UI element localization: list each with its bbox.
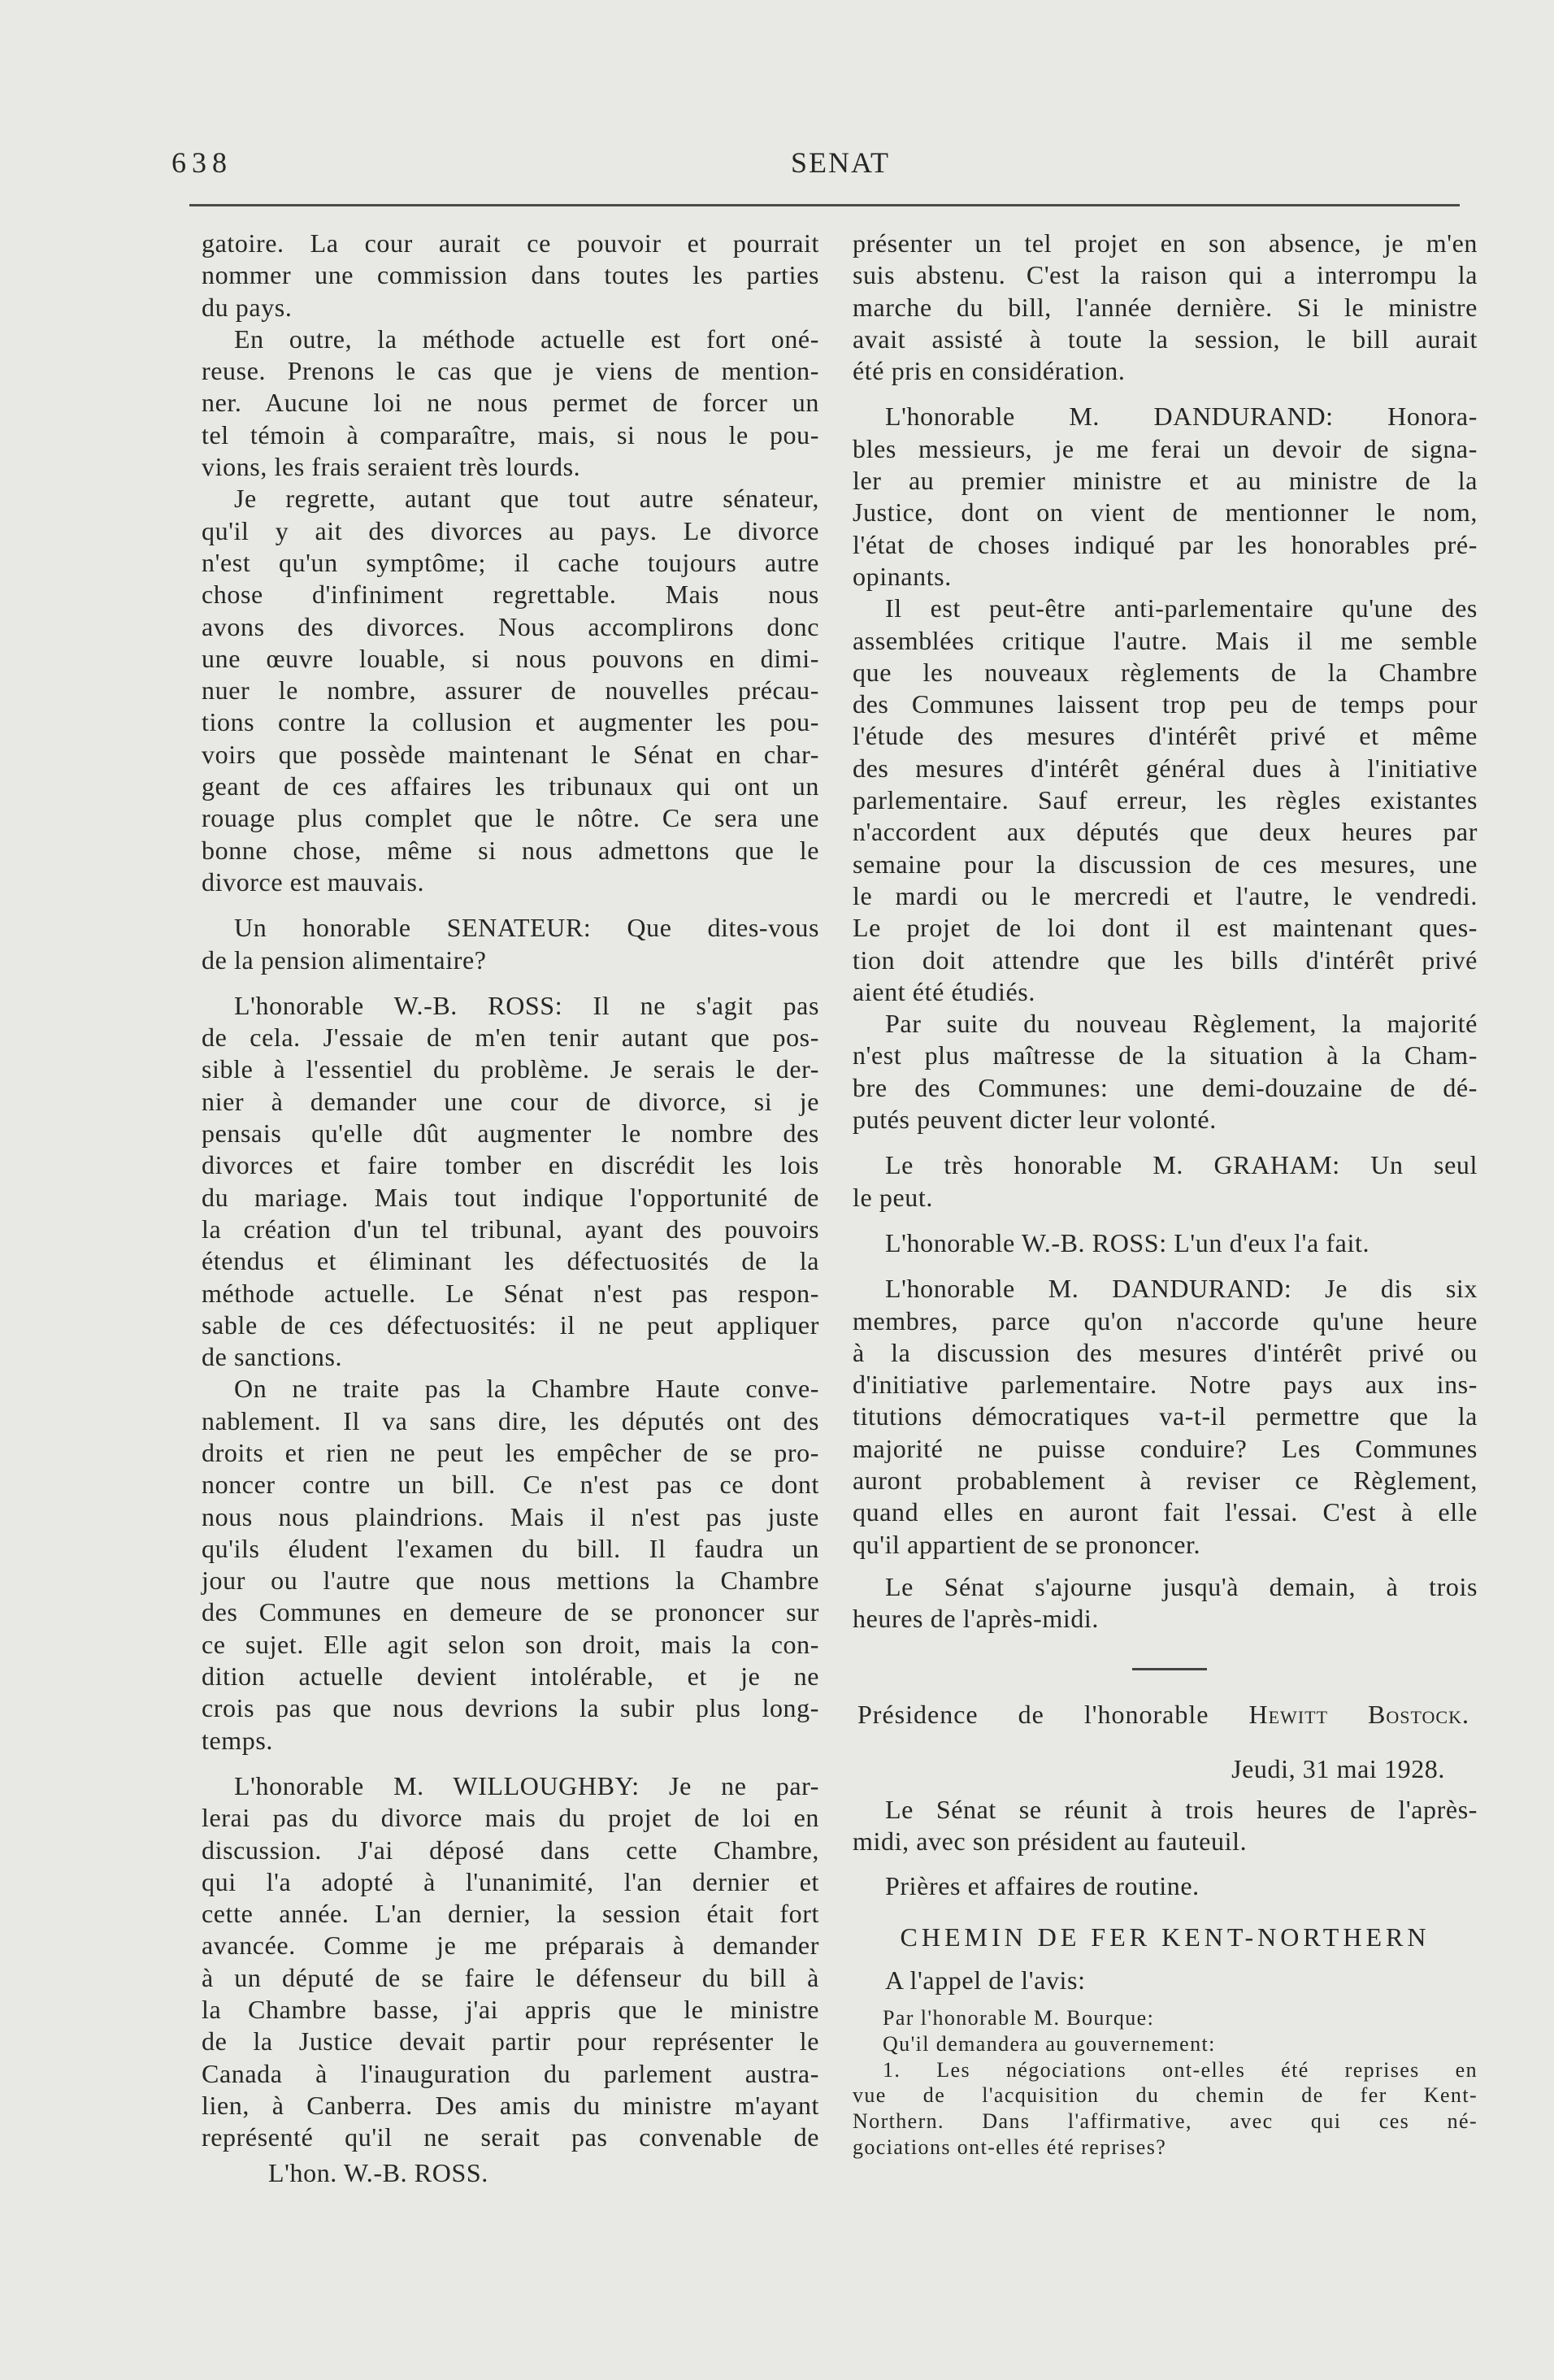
text-line: représenté qu'il ne serait pas convenable de	[202, 2122, 819, 2152]
text-line: quand elles en auront fait l'essai. C'est à elle	[853, 1497, 1478, 1527]
text-line: nuer le nombre, assurer de nouvelles précau-	[202, 675, 819, 706]
text-line: majorité ne puisse conduire? Les Communes	[853, 1433, 1478, 1463]
paragraph	[853, 1794, 1478, 1858]
text-line: dition actuelle devient intolérable, et je ne	[202, 1661, 819, 1692]
paragraph-continued	[853, 228, 1478, 387]
text-line: lerai pas du divorce mais du projet de loi en	[202, 1803, 819, 1833]
text-line: droits et rien ne peut les empêcher de se pro-	[202, 1437, 819, 1467]
section-heading: CHEMIN DE FER KENT-NORTHERN	[900, 1922, 1430, 1952]
text-line: titutions démocratiques va-t-il permettre que la	[853, 1401, 1478, 1431]
text-line: la Chambre basse, j'ai appris que le ministre	[202, 1995, 819, 2025]
text-line: n'est plus maîtresse de la situation à la Cham-	[853, 1040, 1478, 1071]
paragraph	[853, 593, 1478, 1008]
paragraph	[853, 1008, 1478, 1136]
text-line: putés peuvent dicter leur volonté.	[853, 1105, 1217, 1135]
text-line: avons des divorces. Nous accomplirons donc	[202, 611, 819, 641]
text-line: des mesures d'intérêt général dues à l'initiative	[853, 753, 1478, 783]
text-line: nommer une commission dans toutes les parties	[202, 260, 819, 290]
text-line: ler au premier ministre et au ministre de la	[853, 466, 1478, 496]
left-column	[202, 228, 819, 2154]
text-line: discussion. J'ai déposé dans cette Chambre,	[202, 1835, 819, 1865]
speech-dandurand	[853, 1273, 1478, 1561]
text-line: crois pas que nous devrions la subir plus long-	[202, 1693, 819, 1723]
speech-ross	[853, 1227, 1478, 1259]
text-line: Justice, dont on vient de mentionner le nom,	[853, 497, 1478, 528]
text-line: ce sujet. Elle agit selon son droit, mais la con-	[202, 1629, 819, 1659]
text-line: chose d'infiniment regrettable. Mais nous	[202, 580, 819, 610]
text-line: Le très honorable M. GRAHAM: Un seul	[885, 1150, 1478, 1180]
text-line: L'honorable W.-B. ROSS: L'un d'eux l'a fait.	[885, 1227, 1370, 1257]
header-rule	[189, 204, 1460, 206]
notice-question	[853, 2057, 1478, 2161]
text-line: heures de l'après-midi.	[853, 1604, 1100, 1634]
text-line: Prières et affaires de routine.	[885, 1871, 1200, 1900]
text-line: l'état de choses indiqué par les honorables pré-	[853, 529, 1478, 559]
text-line: été pris en considération.	[853, 356, 1126, 386]
paragraph	[202, 324, 819, 483]
text-line: Qu'il demandera au gouvernement:	[883, 2031, 1216, 2056]
speech-senateur	[202, 912, 819, 976]
text-line: d'initiative parlementaire. Notre pays aux ins-	[853, 1370, 1478, 1400]
text-line: Le Sénat s'ajourne jusqu'à demain, à trois	[885, 1571, 1478, 1601]
text-line: assemblées critique l'autre. Mais il me semble	[853, 625, 1478, 655]
text-line: étendus et éliminant les défectuosités de la	[202, 1246, 819, 1276]
text-line: à la discussion des mesures d'intérêt privé ou	[853, 1337, 1478, 1367]
adjournment-note	[853, 1571, 1478, 1635]
text-line: Northern. Dans l'affirmative, avec qui ces né-	[853, 2109, 1478, 2134]
text-line: bre des Communes: une demi-douzaine de dé-	[853, 1072, 1478, 1102]
speech-graham	[853, 1149, 1478, 1214]
text-line: de la pension alimentaire?	[202, 945, 487, 975]
speech-dandurand	[853, 401, 1478, 593]
text-line: qu'il appartient de se prononcer.	[853, 1529, 1201, 1559]
text-line: En outre, la méthode actuelle est fort oné-	[234, 324, 819, 354]
text-line: divorces et faire tomber en discrédit les lois	[202, 1150, 819, 1180]
text-line: présenter un tel projet en son absence, je m'en	[853, 228, 1478, 258]
text-line: avancée. Comme je me préparais à demander	[202, 1930, 819, 1961]
text-line: Par l'honorable M. Bourque:	[883, 2006, 1155, 2030]
text-line: n'accordent aux députés que deux heures par	[853, 817, 1478, 847]
paragraph	[853, 1870, 1478, 1902]
text-line: cette année. L'an dernier, la session était fort	[202, 1899, 819, 1929]
text-line: Le Sénat se réunit à trois heures de l'après-	[885, 1795, 1478, 1824]
text-line: l'étude des mesures d'intérêt privé et même	[853, 721, 1478, 751]
text-line: vue de l'acquisition du chemin de fer Kent-	[853, 2083, 1478, 2108]
text-line: rouage plus complet que le nôtre. Ce sera une	[202, 803, 819, 833]
text-line: sable de ces défectuosités: il ne peut appliquer	[202, 1309, 819, 1340]
text-line: L'honorable M. DANDURAND: Honora-	[885, 402, 1478, 432]
presiding-label: Présidence de l'honorable	[857, 1700, 1209, 1729]
text-line: qu'il y ait des divorces au pays. Le divorce	[202, 515, 819, 545]
speech-ross	[202, 990, 819, 1374]
text-line: gociations ont-elles été reprises?	[853, 2135, 1167, 2159]
text-line: Je regrette, autant que tout autre sénateur,	[234, 484, 819, 514]
text-line: pensais qu'elle dût augmenter le nombre des	[202, 1118, 819, 1149]
text-line: de la Justice devait partir pour représenter le	[202, 2026, 819, 2056]
text-line: L'honorable M. DANDURAND: Je dis six	[885, 1274, 1478, 1304]
text-line: suis abstenu. C'est la raison qui a interrompu la	[853, 260, 1478, 290]
text-line: opinants.	[853, 561, 952, 591]
text-line: 1. Les négociations ont-elles été reprises en	[883, 2057, 1478, 2082]
paragraph	[202, 1373, 819, 1757]
text-line: du mariage. Mais tout indique l'opportunité de	[202, 1182, 819, 1212]
text-line: qu'ils éludent l'examen du bill. Il faudra un	[202, 1533, 819, 1563]
text-line: midi, avec son président au fauteuil.	[853, 1826, 1248, 1857]
text-line: sible à l'essentiel du problème. Je serais le der-	[202, 1054, 819, 1084]
text-line: nablement. Il va sans dire, les députés ont des	[202, 1405, 819, 1435]
notice-of-inquiry	[853, 2005, 1478, 2161]
continuation-speaker-note: L'hon. W.-B. ROSS.	[268, 2158, 488, 2187]
running-title: SENAT	[790, 146, 890, 179]
text-line: semaine pour la discussion de ces mesures, une	[853, 849, 1478, 879]
text-line: aient été étudiés.	[853, 976, 1035, 1006]
text-line: le mardi ou le mercredi et l'autre, le vendredi.	[853, 880, 1478, 910]
text-line: une œuvre louable, si nous pouvons en dimi-	[202, 643, 819, 673]
text-line: Le projet de loi dont il est maintenant ques-	[853, 913, 1478, 943]
text-line: noncer contre un bill. Ce n'est pas ce dont	[202, 1470, 819, 1500]
text-line: le peut.	[853, 1182, 933, 1212]
text-line: A l'appel de l'avis:	[885, 1965, 1086, 1995]
order-call	[853, 1965, 1478, 1996]
text-line: du pays.	[202, 292, 293, 322]
text-line: que les nouveaux règlements de la Chambre	[853, 657, 1478, 687]
text-line: tel témoin à comparaître, mais, si nous le pou-	[202, 419, 819, 450]
text-line: ner. Aucune loi ne nous permet de forcer un	[202, 388, 819, 418]
text-line: reuse. Prenons le cas que je viens de mention-	[202, 356, 819, 386]
notice-intro	[853, 2031, 1478, 2057]
text-line: auront probablement à reviser ce Règlement,	[853, 1465, 1478, 1495]
text-line: vions, les frais seraient très lourds.	[202, 452, 581, 482]
paragraph	[202, 483, 819, 898]
text-line: marche du bill, l'année dernière. Si le ministre	[853, 292, 1478, 322]
text-line: de sanctions.	[202, 1342, 343, 1372]
sitting-date: Jeudi, 31 mai 1928.	[1231, 1754, 1445, 1783]
text-line: gatoire. La cour aurait ce pouvoir et pourrait	[202, 228, 819, 258]
notice-mover	[853, 2005, 1478, 2031]
text-line: voirs que possède maintenant le Sénat en char-	[202, 739, 819, 769]
paragraph-continued	[202, 228, 819, 324]
text-line: parlementaire. Sauf erreur, les règles existantes	[853, 785, 1478, 815]
text-line: tion doit attendre que les bills d'intérêt privé	[853, 945, 1478, 975]
routine-business	[853, 1870, 1478, 1902]
text-line: nier à demander une cour de divorce, si je	[202, 1086, 819, 1116]
text-line: Par suite du nouveau Règlement, la majorité	[885, 1009, 1478, 1039]
text-line: divorce est mauvais.	[202, 866, 425, 897]
text-line: Il est peut-être anti-parlementaire qu'une des	[885, 593, 1478, 623]
text-line: lien, à Canberra. Des amis du ministre m'ayant	[202, 2090, 819, 2120]
text-line: Canada à l'inauguration du parlement austra-	[202, 2058, 819, 2088]
text-line: temps.	[202, 1725, 274, 1755]
text-line: nous nous plaindrions. Mais il n'est pas juste	[202, 1501, 819, 1531]
text-line: de cela. J'essaie de m'en tenir autant que pos-	[202, 1023, 819, 1053]
text-line: avait assisté à toute la session, le bill aurait	[853, 324, 1478, 354]
text-line: On ne traite pas la Chambre Haute conve-	[234, 1374, 819, 1404]
text-line: membres, parce qu'on n'accorde qu'une heure	[853, 1305, 1478, 1335]
section-divider	[1132, 1668, 1207, 1670]
text-line: des Communes laissent trop peu de temps pour	[853, 689, 1478, 719]
text-line: bonne chose, même si nous admettons que le	[202, 835, 819, 865]
text-line: Un honorable SENATEUR: Que dites-vous	[234, 913, 819, 943]
text-line: n'est qu'un symptôme; il cache toujours autre	[202, 547, 819, 577]
text-line: qui l'a adopté à l'unanimité, l'an dernier et	[202, 1866, 819, 1896]
text-line: méthode actuelle. Le Sénat n'est pas respon-	[202, 1278, 819, 1308]
sitting-opening	[853, 1794, 1478, 1858]
right-column	[853, 228, 1478, 1635]
presiding-officer-line	[857, 1699, 1469, 1731]
text-line: bles messieurs, je me ferai un devoir de signa-	[853, 433, 1478, 463]
text-line: L'honorable W.-B. ROSS: Il ne s'agit pas	[234, 990, 819, 1020]
text-line: la création d'un tel tribunal, ayant des pouvoirs	[202, 1214, 819, 1244]
presiding-name: Hewitt Bostock.	[1248, 1700, 1469, 1729]
paragraph	[853, 1965, 1478, 1996]
text-line: tions contre la collusion et augmenter les pou-	[202, 707, 819, 737]
text-line: jour ou l'autre que nous mettions la Chambre	[202, 1566, 819, 1596]
text-line: L'honorable M. WILLOUGHBY: Je ne par-	[234, 1770, 819, 1800]
speech-willoughby	[202, 1770, 819, 2154]
text-line: des Communes en demeure de se prononcer sur	[202, 1597, 819, 1627]
text-line: geant de ces affaires les tribunaux qui ont un	[202, 771, 819, 801]
text-line: à un député de se faire le défenseur du bill à	[202, 1962, 819, 1992]
page-number: 638	[171, 146, 232, 179]
